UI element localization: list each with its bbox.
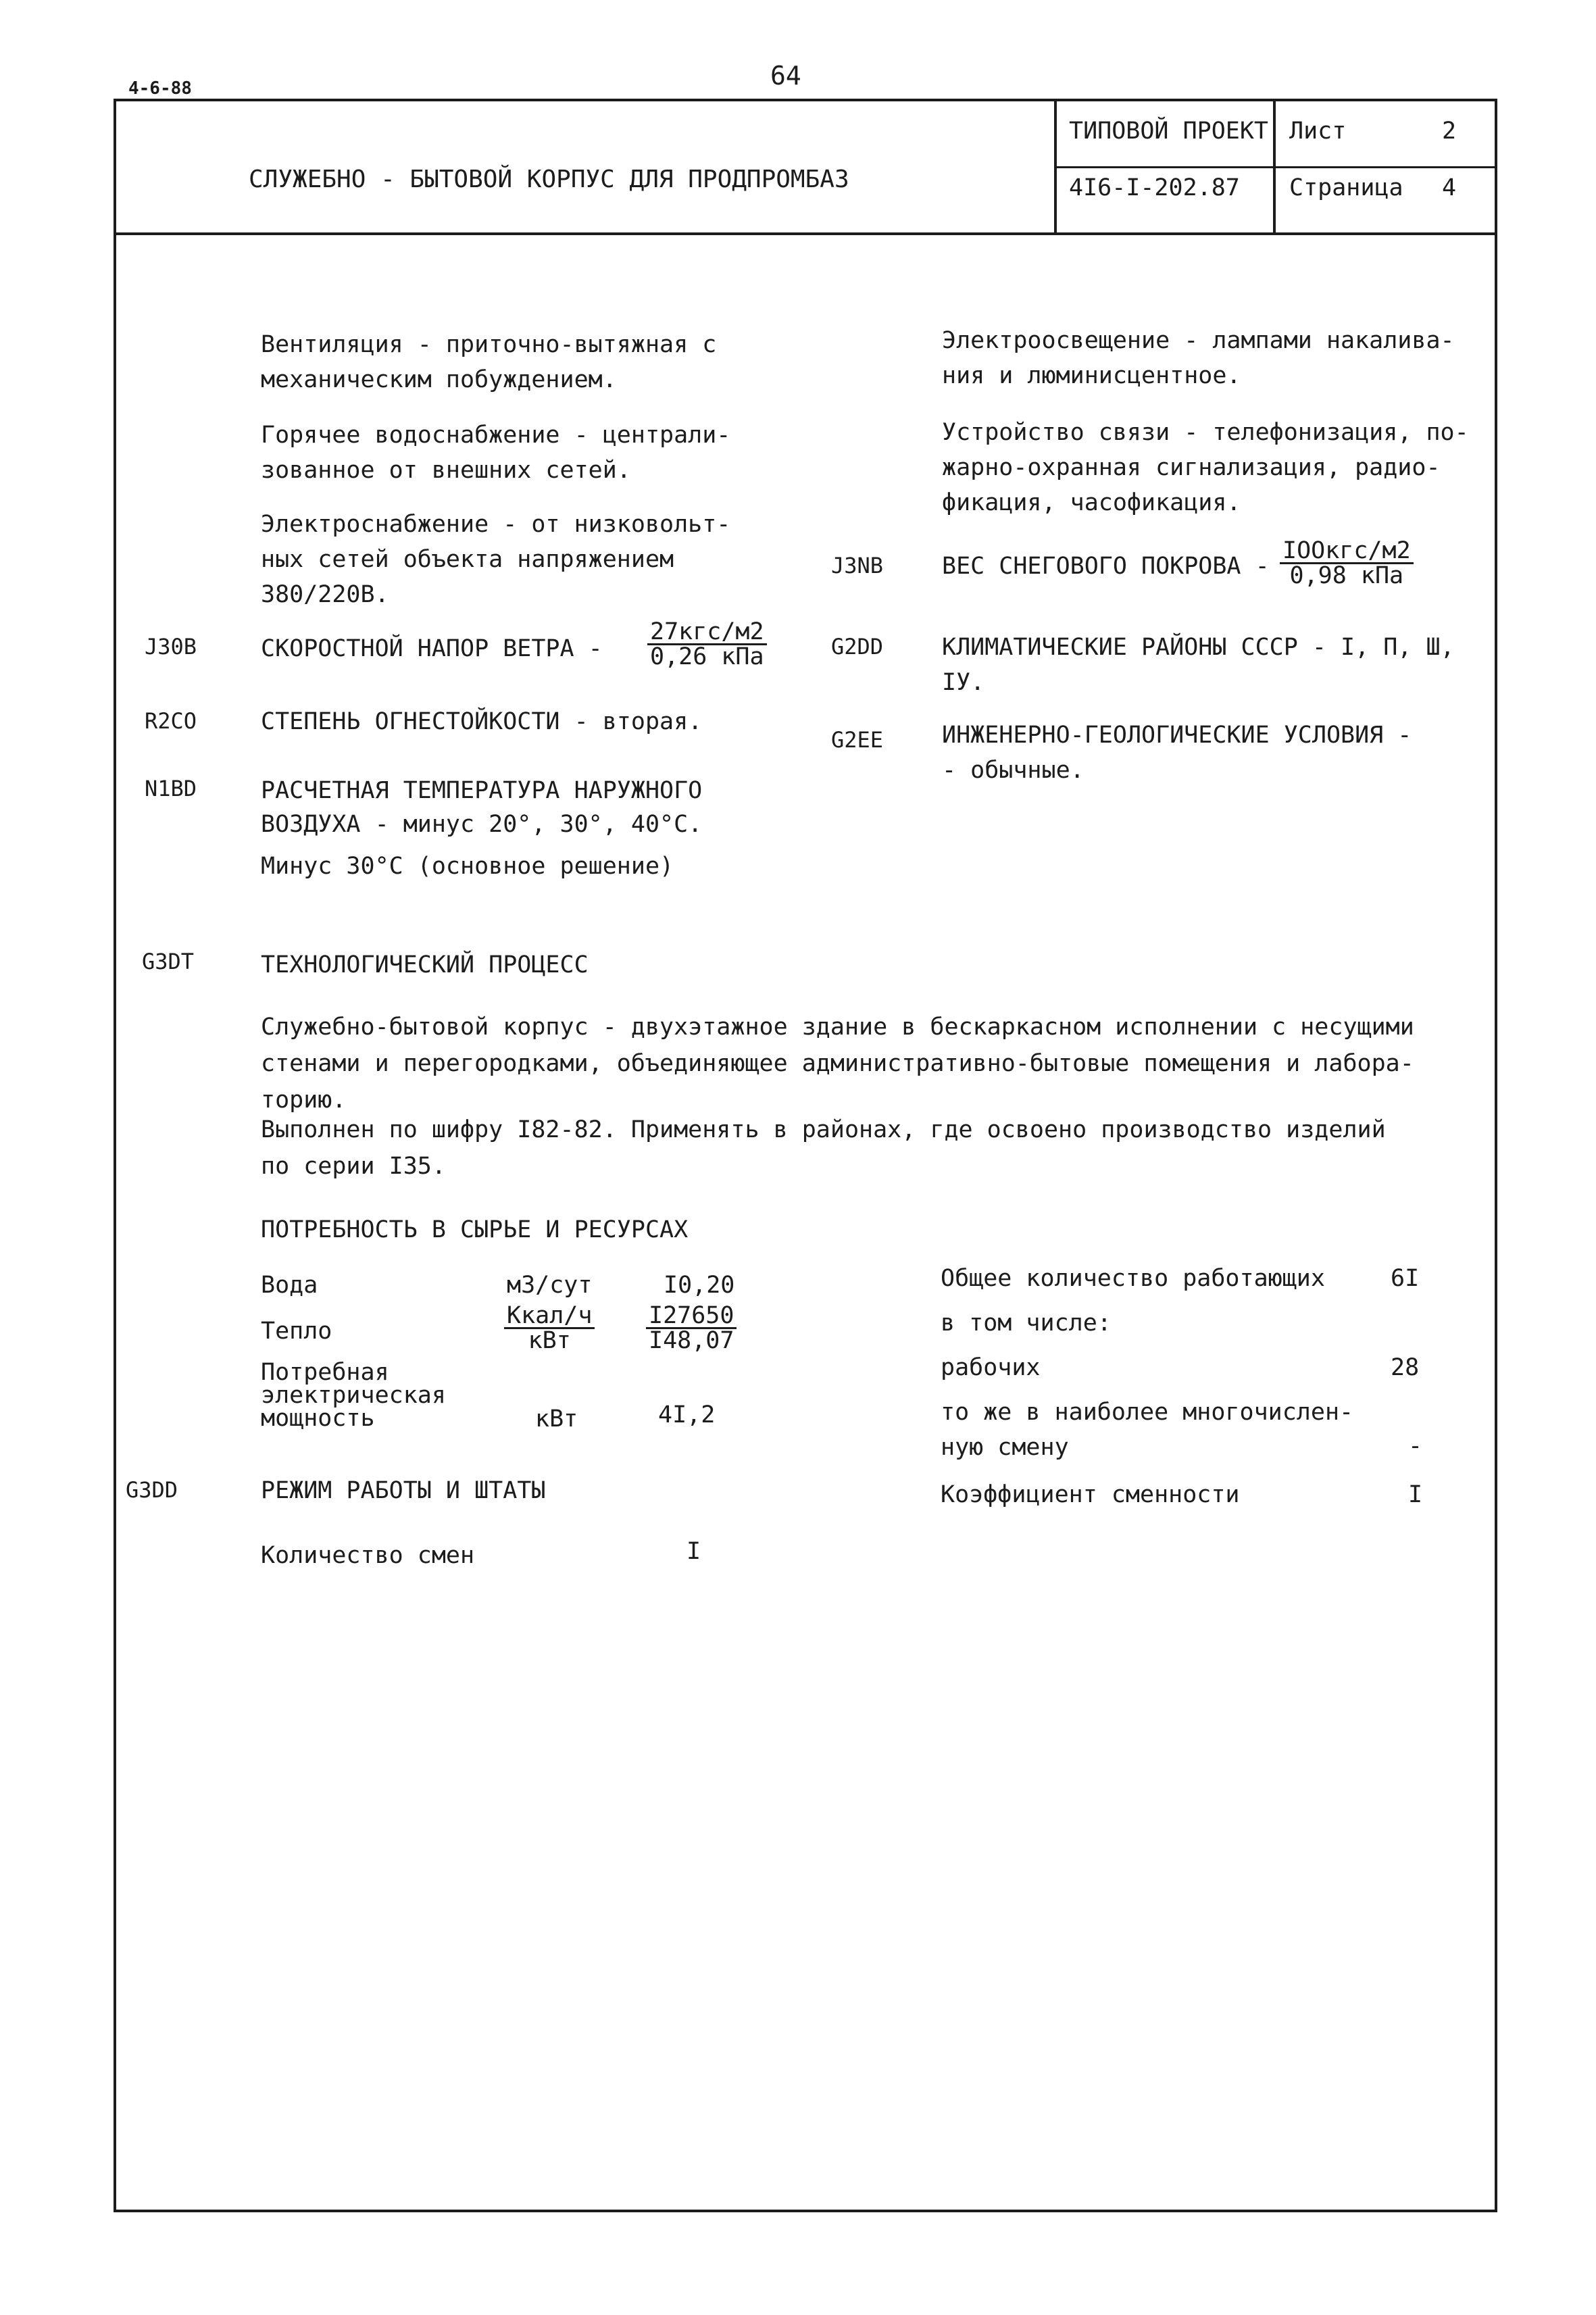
shift-value: - [1408, 1433, 1423, 1460]
frame-bottom-line [114, 2210, 1497, 2212]
snow-label: ВЕС СНЕГОВОГО ПОКРОВА - [942, 553, 1270, 580]
shift-line-2: ную смену [941, 1434, 1069, 1461]
snow-den: 0,98 кПа [1289, 562, 1404, 589]
water-label: Вода [261, 1272, 318, 1299]
hot-water-line-1: Горячее водоснабжение - централи- [261, 422, 731, 449]
workers-label: рабочих [941, 1354, 1041, 1381]
water-unit: м3/сут [507, 1272, 593, 1299]
document-date: 4-6-88 [128, 78, 192, 99]
temperature-code: N1BD [145, 776, 197, 801]
heat-value-num: I27650 [646, 1304, 737, 1329]
header-bottom-line [114, 232, 1497, 235]
header-divider-2 [1273, 99, 1276, 234]
climate-code: G2DD [831, 634, 884, 659]
frame-right-line [1495, 99, 1497, 2212]
wind-label: СКОРОСТНОЙ НАПОР ВЕТРА - [261, 635, 603, 662]
communication-line-1: Устройство связи - телефонизация, по- [942, 419, 1469, 446]
staff-total-label: Общее количество работающих [941, 1265, 1325, 1292]
process-line-1: Служебно-бытовой корпус - двухэтажное здание в бескаркасном исполнении с несущими [261, 1014, 1414, 1041]
wind-num: 27кгс/м2 [647, 620, 767, 645]
header-divider-1 [1054, 99, 1057, 234]
heat-value-fraction [646, 1304, 737, 1352]
frame-top-line [114, 99, 1497, 101]
shift-coef-label: Коэффициент сменности [941, 1481, 1240, 1508]
resources-title: ПОТРЕБНОСТЬ В СЫРЬЕ И РЕСУРСАХ [261, 1216, 689, 1243]
geology-line-1: ИНЖЕНЕРНО-ГЕОЛОГИЧЕСКИЕ УСЛОВИЯ - [942, 722, 1412, 749]
wind-den: 0,26 кПа [650, 643, 764, 670]
workers-value: 28 [1391, 1354, 1420, 1381]
project-number: 4I6-I-202.87 [1069, 174, 1240, 201]
fire-text: СТЕПЕНЬ ОГНЕСТОЙКОСТИ - вторая. [261, 708, 703, 735]
heat-unit-den: кВт [528, 1327, 571, 1354]
staff-including: в том числе: [941, 1310, 1112, 1337]
power-supply-line-2: ных сетей объекта напряжением [261, 546, 674, 573]
sheet-value: 2 [1442, 118, 1457, 145]
climate-line-2: IУ. [942, 669, 985, 696]
process-line-3: торию. [261, 1087, 347, 1114]
staff-total-value: 6I [1391, 1265, 1420, 1292]
temperature-line-3: Минус 30°С (основное решение) [261, 853, 674, 880]
heat-value-den: I48,07 [649, 1327, 734, 1354]
wind-fraction [647, 620, 767, 668]
snow-num: IOOкгс/м2 [1280, 539, 1414, 564]
ventilation-line-1: Вентиляция - приточно-вытяжная с [261, 331, 717, 358]
process-line-2: стенами и перегородками, объединяющее административно-бытовые помещения и лабора- [261, 1050, 1414, 1077]
power-label-line-1: Потребная [261, 1359, 389, 1386]
heat-unit-fraction [504, 1304, 595, 1352]
document-title: СЛУЖЕБНО - БЫТОВОЙ КОРПУС ДЛЯ ПРОДПРОМБАЗ [249, 166, 849, 193]
geology-line-2: - обычные. [942, 757, 1084, 784]
geology-code: G2EE [831, 727, 884, 753]
fire-code: R2CO [145, 708, 197, 734]
process-title: ТЕХНОЛОГИЧЕСКИЙ ПРОЦЕСС [261, 951, 589, 978]
heat-label: Тепло [261, 1318, 332, 1345]
heat-unit-num: Ккал/ч [504, 1304, 595, 1329]
mode-code: G3DD [126, 1477, 178, 1503]
shift-line-1: то же в наиболее многочислен- [941, 1399, 1354, 1426]
power-supply-line-1: Электроснабжение - от низковольт- [261, 511, 731, 538]
page-number: 64 [770, 61, 801, 91]
sheet-label: Лист [1289, 118, 1347, 145]
mode-title: РЕЖИМ РАБОТЫ И ШТАТЫ [261, 1477, 546, 1504]
page-label: Страница [1289, 174, 1403, 201]
shifts-value: I [687, 1538, 701, 1565]
temperature-line-1: РАСЧЕТНАЯ ТЕМПЕРАТУРА НАРУЖНОГО [261, 777, 703, 804]
project-label: ТИПОВОЙ ПРОЕКТ [1069, 118, 1269, 145]
climate-line-1: КЛИМАТИЧЕСКИЕ РАЙОНЫ СССР - I, П, Ш, [942, 634, 1455, 661]
shifts-label: Количество смен [261, 1542, 475, 1569]
page-value: 4 [1442, 174, 1457, 201]
temperature-line-2: ВОЗДУХА - минус 20°, 30°, 40°С. [261, 811, 703, 838]
power-label-line-2: электрическая [261, 1382, 446, 1409]
ventilation-line-2: механическим побуждением. [261, 366, 617, 393]
snow-code: J3NB [831, 553, 884, 578]
communication-line-2: жарно-охранная сигнализация, радио- [942, 454, 1441, 481]
wind-code: J30B [145, 634, 197, 659]
power-label-line-3: мощность [261, 1405, 375, 1432]
communication-line-3: фикация, часофикация. [942, 489, 1241, 516]
shift-coef-value: I [1408, 1481, 1423, 1508]
power-supply-line-3: 380/220В. [261, 581, 389, 608]
process-code: G3DT [142, 949, 195, 974]
hot-water-line-2: зованное от внешних сетей. [261, 457, 631, 484]
process-line-5: по серии I35. [261, 1153, 446, 1180]
power-unit: кВт [535, 1405, 578, 1433]
header-mid-line [1054, 166, 1497, 168]
process-line-4: Выполнен по шифру I82-82. Применять в районах, где освоено производство изделий [261, 1116, 1386, 1143]
lighting-line-2: ния и люминисцентное. [942, 362, 1241, 389]
power-value: 4I,2 [658, 1401, 716, 1428]
snow-fraction [1280, 539, 1414, 587]
frame-left-line [114, 99, 116, 2212]
water-value: I0,20 [664, 1272, 735, 1299]
lighting-line-1: Электроосвещение - лампами накалива- [942, 327, 1455, 354]
